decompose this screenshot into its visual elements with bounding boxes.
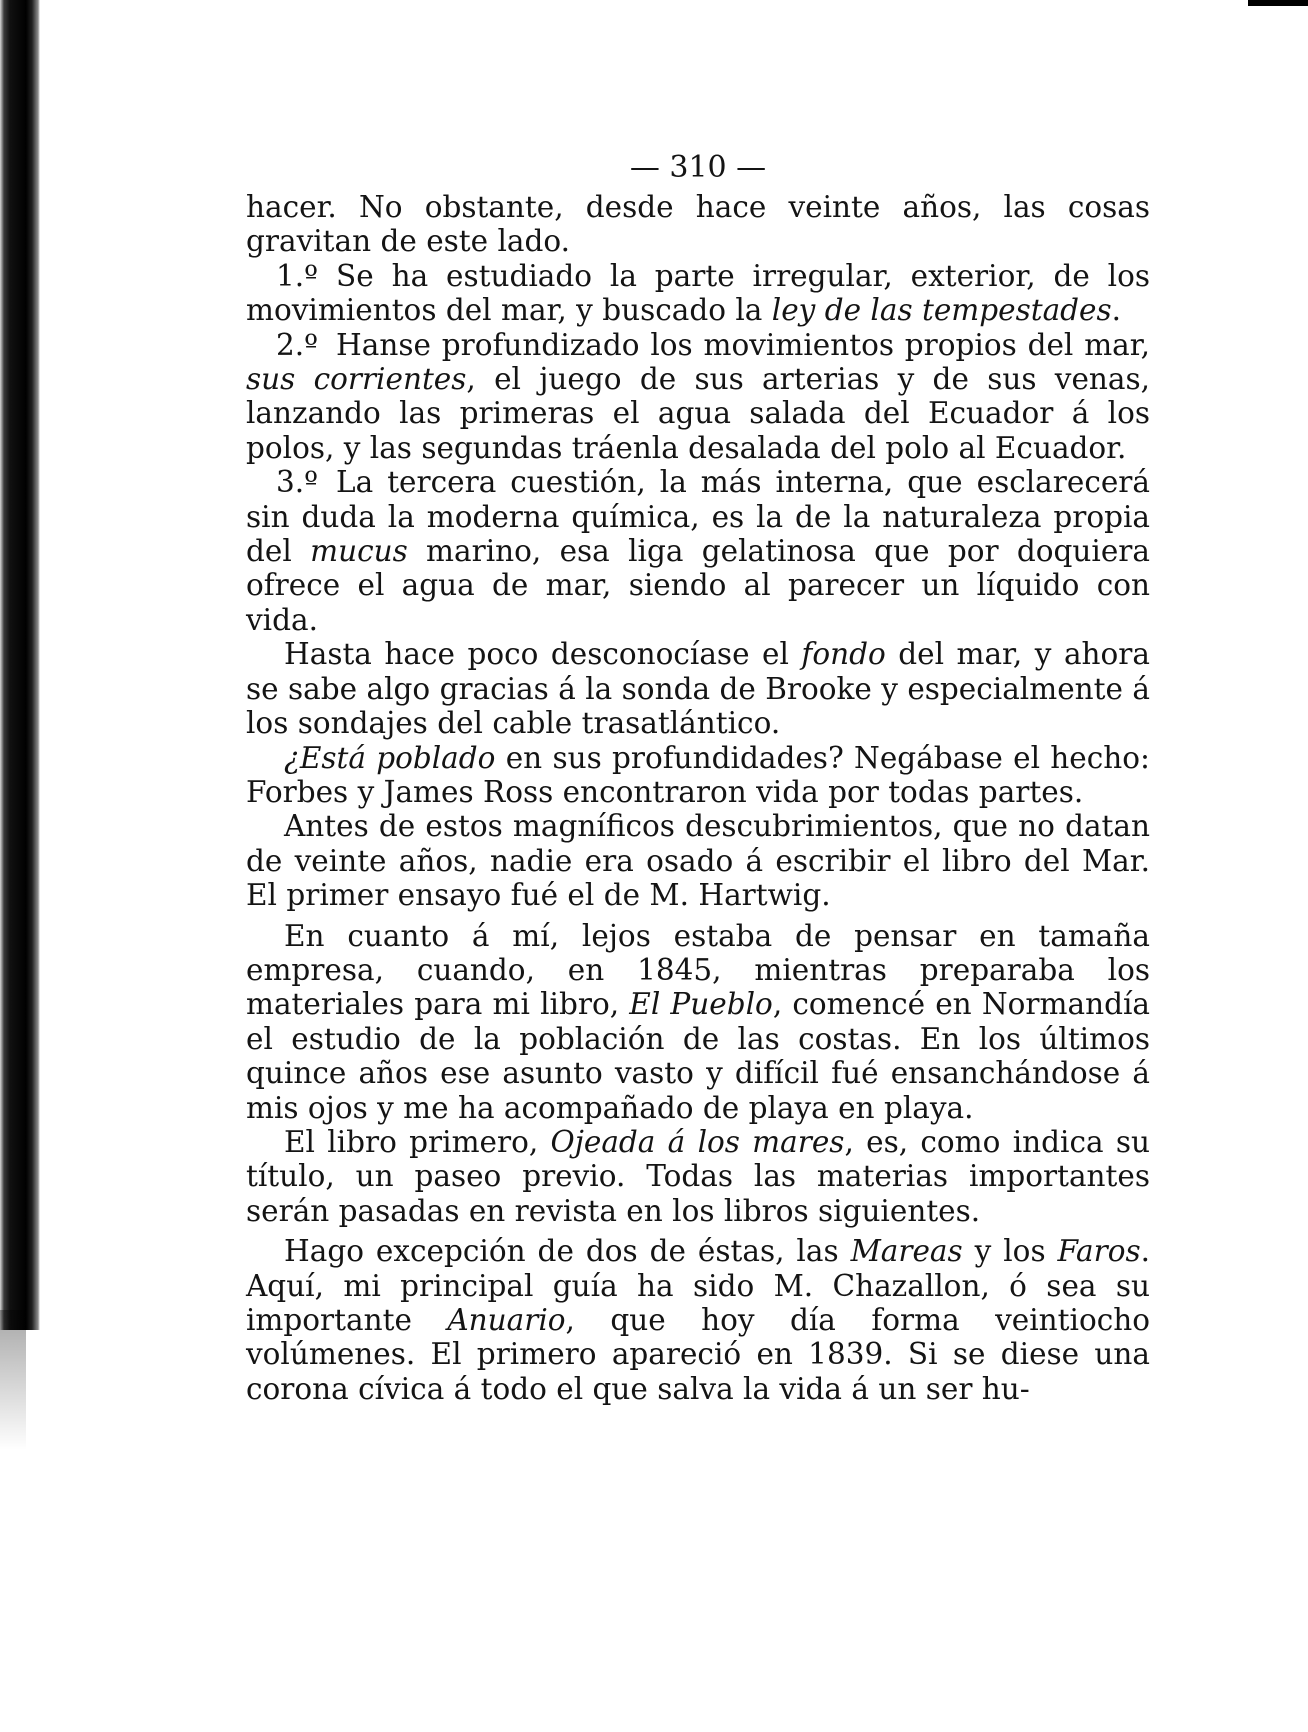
italic-term: fondo (801, 637, 886, 672)
paragraph (246, 809, 1150, 912)
numbered-paragraph (246, 259, 1150, 328)
italic-term: sus corrientes (246, 362, 467, 397)
book-spine-shadow (0, 0, 40, 1330)
text-run: en sus profundidades? Negábase el hecho: Forbes y James Ross encontraron vida por todas partes. (246, 740, 1150, 809)
text-run: hacer. No obstante, desde hace veinte años, las cosas gravitan de este lado. (246, 190, 1150, 259)
italic-term: Faros (1057, 1234, 1141, 1269)
item-number: 3.º (276, 465, 319, 500)
paragraph (246, 637, 1150, 740)
text-run: , que hoy día forma veintiocho volúmenes. El primero apareció en 1839. Si se diese una corona cívica á todo el que salva la vida á un ser hu- (246, 1303, 1150, 1406)
paragraph (246, 919, 1150, 1125)
item-number: 2.º (276, 327, 319, 362)
text-run: , comencé en Normandía el estudio de la población de las costas. En los últimos quince años ese asunto vasto y difícil fué ensanchándose á mis ojos y me ha acompañado de playa en playa. (246, 987, 1150, 1125)
text-run: Antes de estos magníficos descubrimientos, que no datan de veinte años, nadie era osado á escribir el libro del Mar. El primer ensayo fué el de M. Hartwig. (246, 809, 1150, 913)
text-run: El libro primero, (284, 1124, 551, 1159)
text-run: Se ha estudiado la parte irregular, exterior, de los movimientos del mar, y buscado la (246, 258, 1150, 328)
italic-term: Mareas (850, 1234, 963, 1269)
text-run: . Aquí, mi principal guía ha sido M. Chazallon, ó sea su importante (246, 1234, 1150, 1337)
text-run: Hanse profundizado los movimientos propios del mar, (336, 327, 1150, 362)
text-run: y los (962, 1234, 1058, 1269)
text-run: En cuanto á mí, lejos estaba de pensar en tamaña empresa, cuando, en 1845, mientras preparaba los materiales para mi libro, (246, 918, 1150, 1022)
text-run: , es, como indica su título, un paseo previo. Todas las materias importantes serán pasadas en revista en los libros siguientes. (246, 1124, 1150, 1228)
page-number: — 310 — (629, 150, 767, 185)
text-run: . (1111, 293, 1122, 328)
scan-edge-mark (1248, 0, 1308, 6)
numbered-paragraph (246, 465, 1150, 637)
text-run: del mar, y ahora se sabe algo gracias á la sonda de Brooke y especialmente á los sondajes del cable trasatlántico. (246, 637, 1150, 741)
book-page (246, 148, 1150, 1406)
paragraph (246, 741, 1150, 810)
italic-term: Anuario (447, 1303, 566, 1337)
text-run: marino, esa liga gelatinosa que por doquiera ofrece el agua de mar, siendo al parecer un líquido con vida. (246, 534, 1150, 637)
text-run: Hago excepción de dos de éstas, las (284, 1234, 851, 1269)
paragraph (246, 190, 1150, 259)
text-run: Hasta hace poco desconocíase el (284, 637, 802, 672)
numbered-paragraph (246, 328, 1150, 466)
italic-term: mucus (310, 534, 408, 569)
text-run: La tercera cuestión, la más interna, que esclarecerá sin duda la moderna química, es la de la naturaleza propia del (246, 465, 1150, 569)
italic-term: ley de las tempestades (771, 293, 1112, 328)
paragraph (246, 1234, 1150, 1406)
italic-term: El Pueblo (629, 987, 773, 1022)
item-number: 1.º (276, 258, 319, 293)
italic-term: ¿Está poblado (284, 740, 496, 775)
paragraph (246, 1125, 1150, 1228)
italic-term: Ojeada á los mares (550, 1124, 845, 1159)
text-run: , el juego de sus arterias y de sus venas, lanzando las primeras el agua salada del Ecuador á los polos, y las segundas tráenla desalada del polo al Ecuador. (246, 362, 1150, 465)
